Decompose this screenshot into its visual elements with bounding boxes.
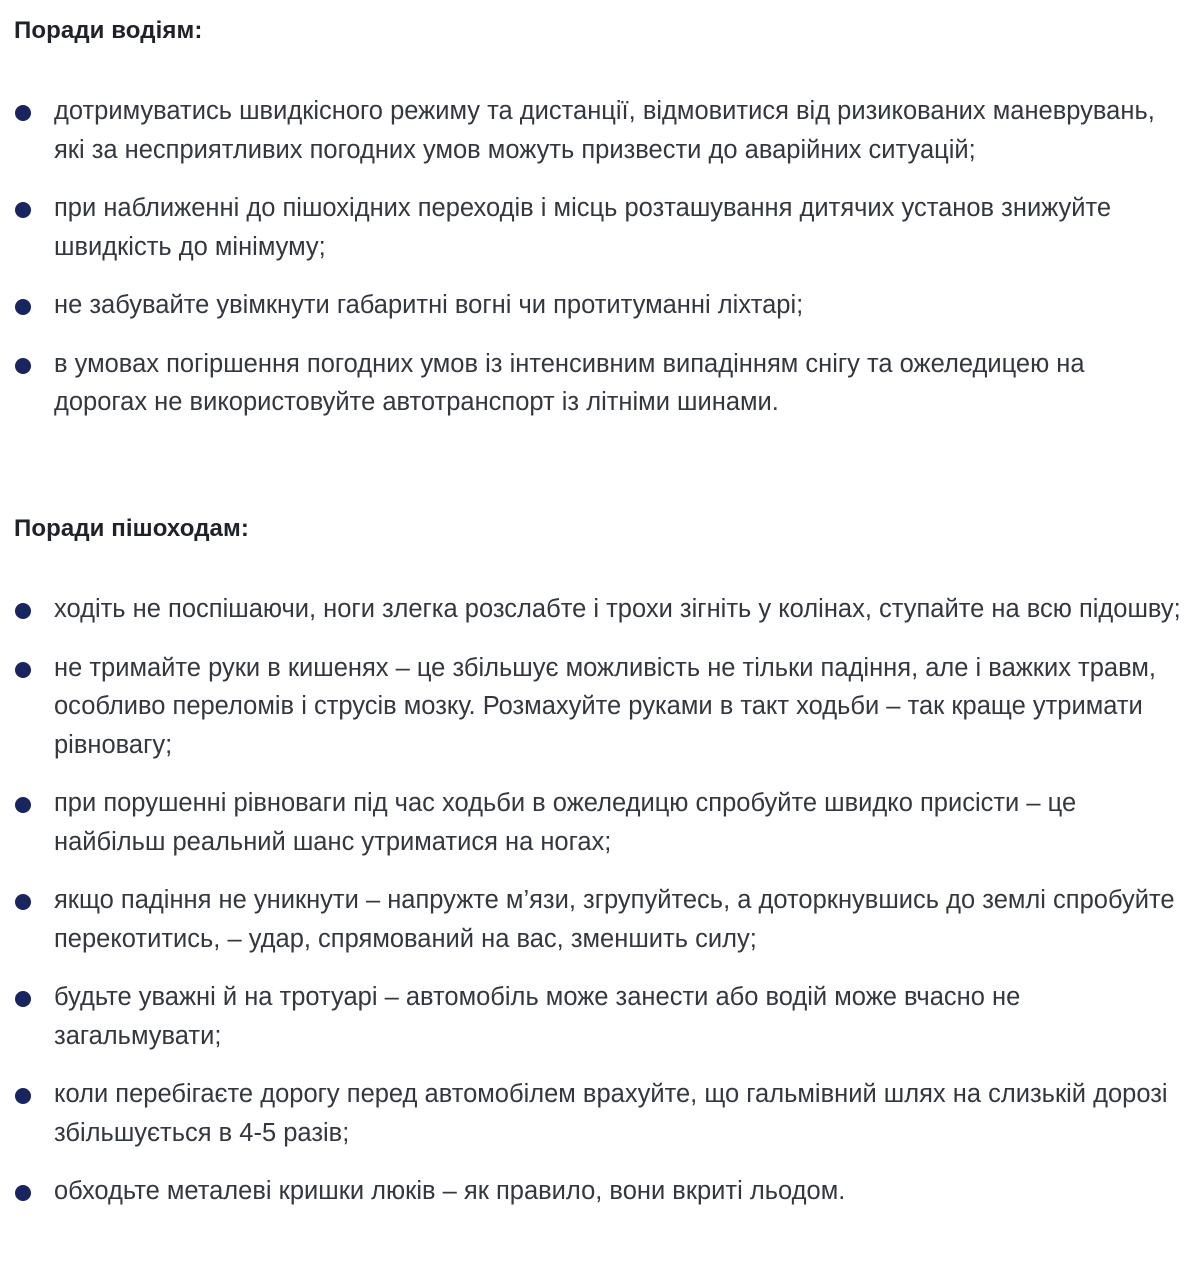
bullet-icon: [15, 358, 31, 374]
list-item-text: коли перебігаєте дорогу перед автомобілем врахуйте, що гальмівний шлях на слизькій дорозі збільшується в 4-5 разів;: [54, 1080, 1168, 1147]
list-item-text: будьте уважні й на тротуарі – автомобіль може занести або водій може вчасно не загальмувати;: [54, 983, 1021, 1050]
bullet-icon: [15, 299, 31, 315]
list-item: [0, 92, 1200, 169]
list-item-text: обходьте металеві кришки люків – як правило, вони вкриті льодом.: [54, 1177, 846, 1205]
pedestrians-section: [0, 512, 1200, 1231]
bullet-icon: [15, 991, 31, 1007]
drivers-list: [0, 92, 1200, 422]
bullet-icon: [15, 662, 31, 678]
bullet-icon: [15, 202, 31, 218]
pedestrians-heading: Поради пішоходам:: [14, 515, 249, 542]
list-item: [0, 345, 1200, 422]
list-item-text: при порушенні рівноваги під час ходьби в ожеледицю спробуйте швидко присісти – це найбільш реальний шанс утриматися на ногах;: [54, 789, 1077, 856]
bullet-icon: [15, 797, 31, 813]
bullet-icon: [15, 1185, 31, 1201]
list-item-text: не забувайте увімкнути габаритні вогні чи протитуманні ліхтарі;: [54, 291, 804, 319]
list-item-text: в умовах погіршення погодних умов із інтенсивним випадінням снігу та ожеледицею на дорогах не використовуйте автотранспорт із літніми шинами.: [54, 349, 1085, 416]
list-item: [0, 649, 1200, 765]
drivers-heading: Поради водіям:: [14, 17, 203, 44]
list-item: [0, 590, 1200, 629]
list-item: [0, 978, 1200, 1055]
list-item-text: не тримайте руки в кишенях – це збільшує можливість не тільки падіння, але і важких травм, особливо переломів і струсів мозку. Розмахуйте руками в такт ходьби – так краще утримати рівновагу;: [54, 653, 1156, 759]
list-item-text: якщо падіння не уникнути – напружте м’язи, згрупуйтесь, а доторкнувшись до землі спробуйте перекотитись, – удар, спрямований на вас, зменшить силу;: [54, 886, 1175, 953]
list-item: [0, 189, 1200, 266]
list-item: [0, 784, 1200, 861]
drivers-section: [0, 14, 1200, 442]
list-item: [0, 286, 1200, 325]
list-item: [0, 1172, 1200, 1211]
bullet-icon: [15, 105, 31, 121]
pedestrians-list: [0, 590, 1200, 1211]
bullet-icon: [15, 894, 31, 910]
bullet-icon: [15, 603, 31, 619]
list-item-text: ходіть не поспішаючи, ноги злегка розслабте і трохи зігніть у колінах, ступайте на всю підошву;: [54, 595, 1181, 623]
list-item-text: дотримуватись швидкісного режиму та дистанції, відмовитися від ризикованих маневрувань, які за несприятливих погодних умов можуть призвести до аварійних ситуацій;: [54, 97, 1155, 164]
list-item: [0, 1075, 1200, 1152]
list-item-text: при наближенні до пішохідних переходів і місць розташування дитячих установ знижуйте швидкість до мінімуму;: [54, 194, 1112, 261]
bullet-icon: [15, 1088, 31, 1104]
list-item: [0, 881, 1200, 958]
